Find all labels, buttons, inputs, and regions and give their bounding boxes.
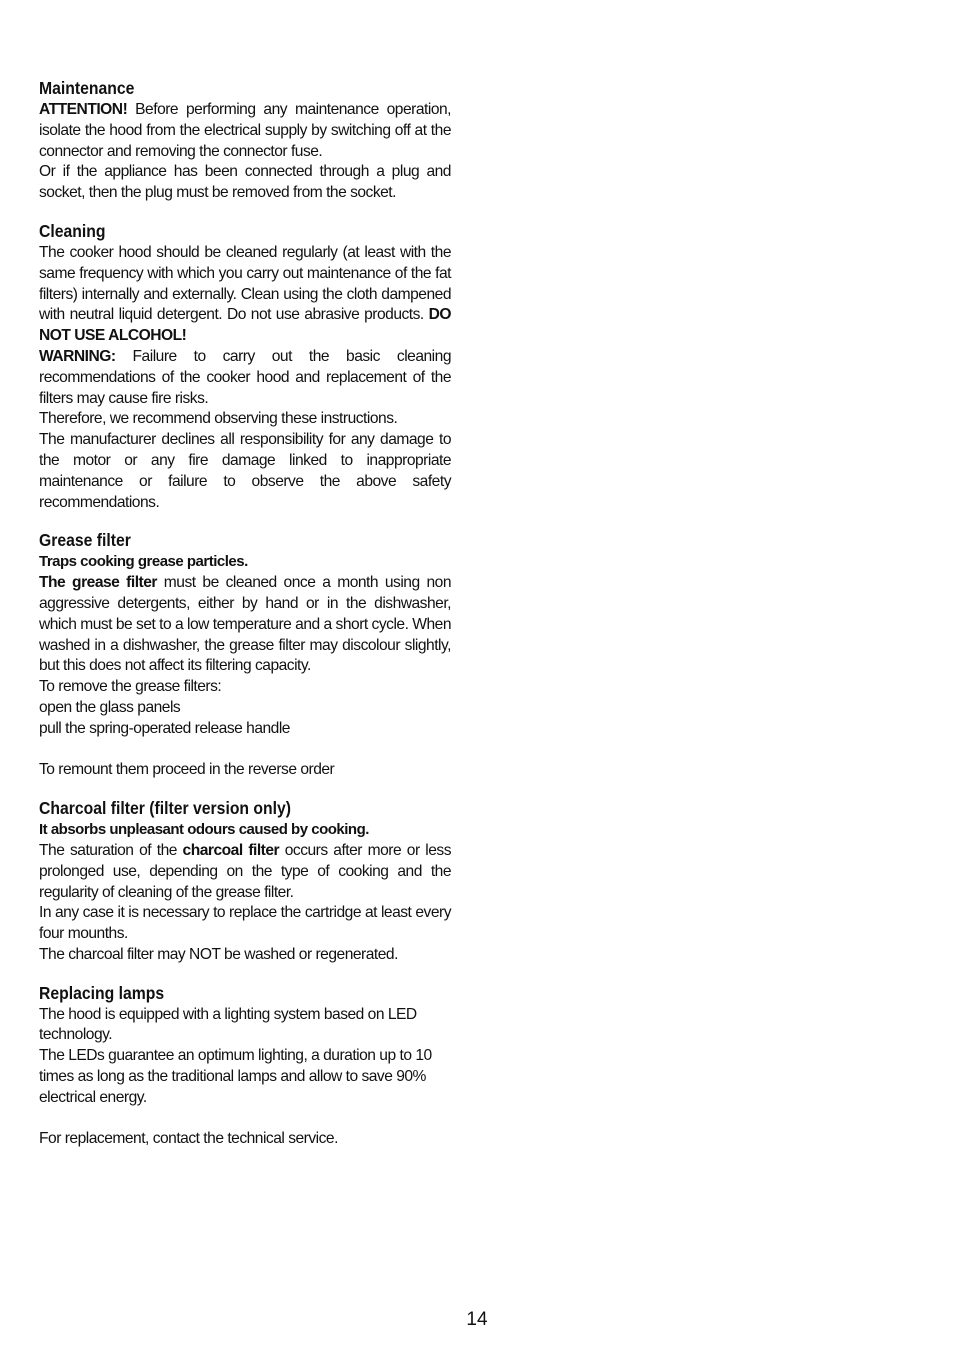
- spacer: [39, 1109, 451, 1130]
- plug-paragraph: Or if the appliance has been connected through a plug and socket, then the plug must be removed from the socket.: [39, 163, 451, 202]
- lamps-guarantee-paragraph: The LEDs guarantee an optimum lighting, a duration up to 10 times as long as the traditional lamps and allow to save 90% electrical energy.: [39, 1047, 432, 1106]
- charcoal-filter-subheading: It absorbs unpleasant odours caused by cooking.: [39, 821, 369, 839]
- charcoal-replace-paragraph: In any case it is necessary to replace the cartridge at least every four mounths.: [39, 904, 451, 943]
- remove-step-2: pull the spring-operated release handle: [39, 719, 290, 737]
- charcoal-saturation-paragraph: [39, 841, 451, 903]
- grease-filter-text: must be cleaned once a month using non aggressive detergents, either by hand or in the dishwasher, which must be set to a low temperature and a short cycle. When washed in a dishwasher, the grease filter may discolour slightly, but this does not affect its filtering capacity.: [39, 574, 451, 675]
- attention-paragraph: [39, 100, 451, 162]
- grease-filter-paragraph: [39, 573, 451, 677]
- maintenance-section: [39, 76, 451, 204]
- warning-label: WARNING:: [39, 347, 116, 365]
- maintenance-heading: Maintenance: [39, 78, 135, 98]
- remove-step-1: open the glass panels: [39, 698, 181, 716]
- charcoal-text-after: occurs after more or less prolonged use, depending on the type of cooking and the regularity of cleaning of the grease filter.: [39, 841, 451, 901]
- grease-filter-heading: Grease filter: [39, 530, 131, 551]
- lamps-heading: Replacing lamps: [39, 982, 165, 1003]
- lamps-led-paragraph: The hood is equipped with a lighting system based on LED technology.: [39, 1005, 417, 1044]
- remount-paragraph: To remount them proceed in the reverse order: [39, 761, 335, 779]
- remove-intro: To remove the grease filters:: [39, 678, 222, 696]
- grease-filter-bold-lead: The grease filter: [39, 574, 157, 592]
- charcoal-filter-section: [39, 796, 451, 966]
- page-number: 14: [466, 1309, 488, 1330]
- lamps-service-paragraph: For replacement, contact the technical service.: [39, 1130, 338, 1148]
- grease-filter-subheading: Traps cooking grease particles.: [39, 553, 248, 571]
- no-alcohol-warning: DO NOT USE ALCOHOL!: [39, 306, 451, 345]
- attention-text: Before performing any maintenance operation, isolate the hood from the electrical supply by switching off at the connector and removing the connector fuse.: [39, 101, 451, 160]
- lamps-section: [39, 981, 451, 1151]
- recommend-paragraph: Therefore, we recommend observing these instructions.: [39, 410, 398, 428]
- cleaning-intro-text: The cooker hood should be cleaned regularly (at least with the same frequency with which you carry out maintenance of the fat filters) internally and externally. Clean using the cloth dampened with neutral liquid detergent. Do not use abrasive products.: [39, 243, 451, 324]
- charcoal-filter-bold: charcoal filter: [182, 841, 280, 859]
- cleaning-section: [39, 219, 451, 513]
- content-column: [39, 76, 451, 1165]
- grease-filter-section: [39, 528, 451, 781]
- cleaning-intro-paragraph: [39, 243, 451, 347]
- warning-text: Failure to carry out the basic cleaning recommendations of the cooker hood and replacement of the filters may cause fire risks.: [39, 347, 451, 407]
- charcoal-no-wash-paragraph: The charcoal filter may NOT be washed or regenerated.: [39, 945, 398, 963]
- charcoal-text-before: The saturation of the: [39, 841, 183, 859]
- attention-label: ATTENTION!: [39, 101, 128, 118]
- spacer: [39, 740, 451, 761]
- disclaimer-paragraph: The manufacturer declines all responsibility for any damage to the motor or any fire damage linked to inappropriate maintenance or failure to observe the above safety recommendations.: [39, 431, 451, 511]
- cleaning-heading: Cleaning: [39, 220, 106, 241]
- warning-paragraph: [39, 347, 451, 409]
- charcoal-filter-heading: Charcoal filter (filter version only): [39, 798, 292, 819]
